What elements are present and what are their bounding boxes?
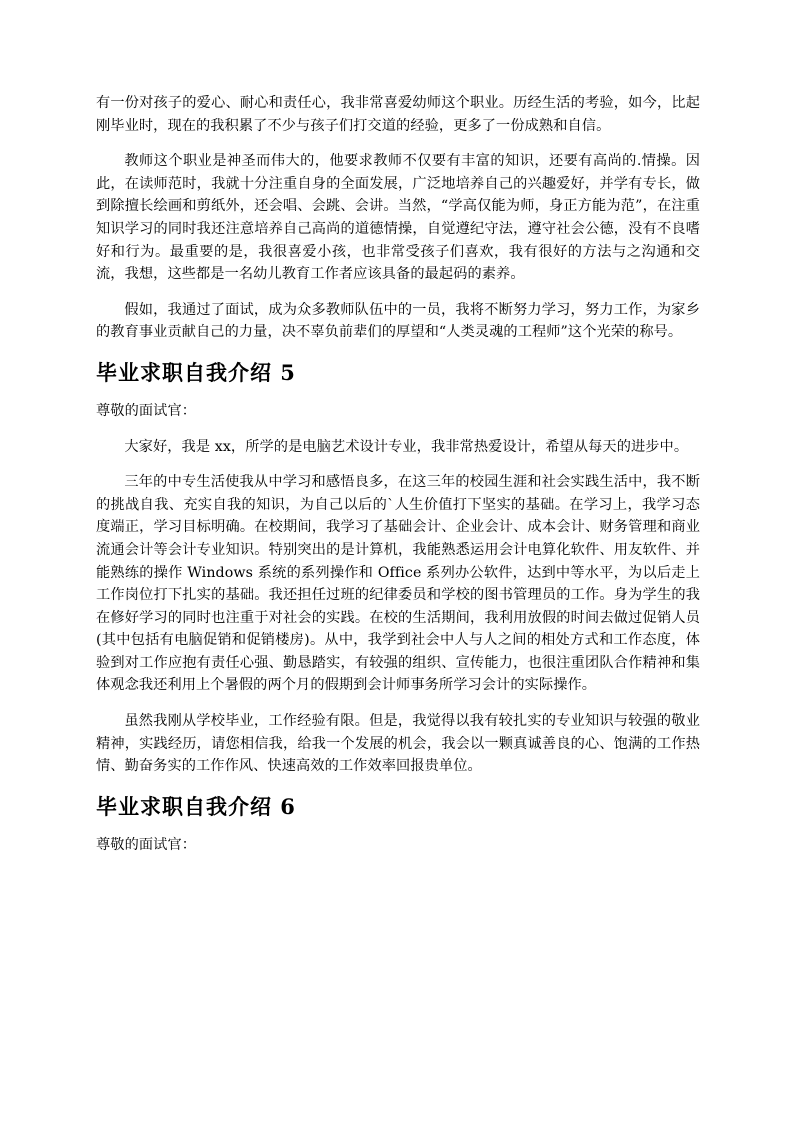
document-page xyxy=(96,92,700,856)
section-5-heading: 毕业求职自我介绍 5 xyxy=(96,359,296,385)
paragraph-teacher-profession: 教师这个职业是神圣而伟大的，他要求教师不仅要有丰富的知识，还要有高尚的.情操。因此，在读师范时，我就十分注重自身的全面发展，广泛地培养自己的兴趣爱好，并学有专长，做到除擅长绘画和剪纸外，还会唱、会跳、会讲。当然，“学高仅能为师，身正方能为范”，在注重知识学习的同时我还注意培养自己高尚的道德情操，自觉遵纪守法，遵守社会公德，没有不良嗜好和行为。最重要的是，我很喜爱小孩，也非常受孩子们喜欢，我有很好的方法与之沟通和交流，我想，这些都是一名幼儿教育工作者应该具备的最起码的素养。 xyxy=(96,153,700,283)
section-5-closing-paragraph: 虽然我刚从学校毕业，工作经验有限。但是，我觉得以我有较扎实的专业知识与较强的敬业精神，实践经历，请您相信我，给我一个发展的机会，我会以一颗真诚善良的心、饱满的工作热情、勤奋务实的工作作风、快速高效的工作效率回报贵单位。 xyxy=(96,713,700,775)
section-5-salutation: 尊敬的面试官： xyxy=(96,402,197,419)
paragraph-interview-hope: 假如，我通过了面试，成为众多教师队伍中的一员，我将不断努力学习，努力工作，为家乡的教育事业贡献自己的力量，决不辜负前辈们的厚望和“人类灵魂的工程师”这个光荣的称号。 xyxy=(96,301,700,341)
paragraph-continuation: 有一份对孩子的爱心、耐心和责任心，我非常喜爱幼师这个职业。历经生活的考验，如今，比起刚毕业时，现在的我积累了不少与孩子们打交道的经验，更多了一份成熟和自信。 xyxy=(96,95,700,134)
section-5-intro-paragraph: 大家好，我是 xx，所学的是电脑艺术设计专业，我非常热爱设计，希望从每天的进步中。 xyxy=(124,438,689,455)
section-6-salutation: 尊敬的面试官： xyxy=(96,836,197,853)
section-6-heading: 毕业求职自我介绍 6 xyxy=(96,793,296,819)
section-5-experience-paragraph: 三年的中专生活使我从中学习和感悟良多，在这三年的校园生涯和社会实践生活中，我不断的挑战自我、充实自我的知识，为自己以后的`人生价值打下坚实的基础。在学习上，我学习态度端正，学习目标明确。在校期间，我学习了基础会计、企业会计、成本会计、财务管理和商业流通会计等会计专业知识。特别突出的是计算机，我能熟悉运用会计电算化软件、用友软件、并能熟练的操作 Windows 系统的系列操作和 Office 系列办公软件，达到中等水平，为以后走上工作岗位打下扎实的基础。我还担任过班的纪律委员和学校的图书管理员的工作。身为学生的我在修好学习的同时也注重于对社会的实践。在校的生活期间，我利用放假的时间去做过促销人员(其中包括有电脑促销和促销楼房)。从中，我学到社会中人与人之间的相处方式和工作态度，体验到对工作应抱有责任心强、勤恳踏实，有较强的组织、宣传能力，也很注重团队合作精神和集体观念我还利用上个暑假的两个月的假期到会计师事务所学习会计的实际操作。 xyxy=(96,474,700,694)
